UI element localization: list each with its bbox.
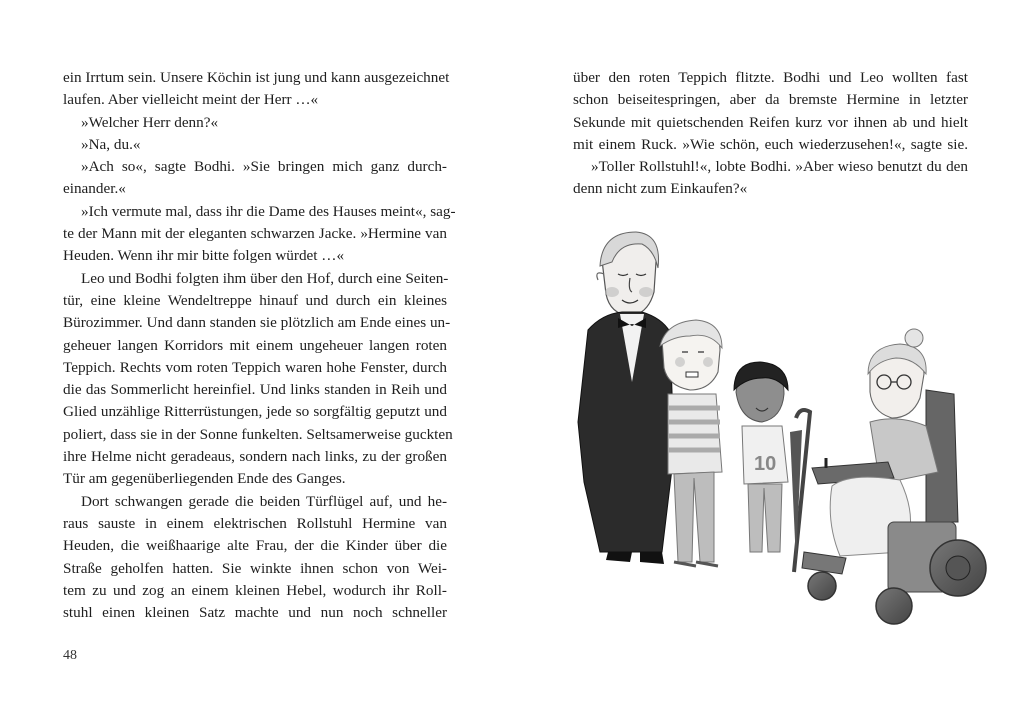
text-line: laufen. Aber vielleicht meint der Herr …« [63, 91, 319, 109]
text-line: über den roten Teppich flitzte. Bodhi und Leo wollten fast [573, 69, 968, 86]
illustration-characters [550, 222, 990, 632]
butler-figure [578, 232, 674, 564]
text-line: »Na, du.« [81, 135, 141, 153]
right-page-text [573, 67, 968, 201]
text-line: Dort schwangen gerade die beiden Türflügel auf, und he- [81, 492, 447, 510]
text-line: Straße geholfen hatten. Sie winkte ihnen schon von Wei- [63, 559, 447, 577]
text-line: te der Mann mit der eleganten schwarzen Jacke. »Hermine van [63, 225, 447, 243]
text-line: Teppich. Rechts vom roten Teppich waren hohe Fenster, durch [63, 358, 447, 376]
text-line: Sekunde mit quietschenden Reifen kurz vor ihnen ab und hielt [573, 113, 968, 131]
bodhi-figure [734, 362, 810, 572]
leo-figure [660, 320, 722, 566]
text-line: denn nicht zum Einkaufen?« [573, 180, 748, 198]
text-line: »Toller Rollstuhl!«, lobte Bodhi. »Aber wieso benutzt du den [591, 158, 968, 176]
text-line: geheuer langen Korridors mit einem ungeheuer langen roten [63, 336, 447, 354]
text-line: Heuden. Wenn ihr mir bitte folgen würdet …« [63, 247, 345, 265]
text-line: schon beiseitespringen, aber da bremste Hermine in letzter [573, 91, 968, 109]
text-line: raus sauste in einem elektrischen Rollstuhl Hermine van [63, 514, 447, 532]
hermine-wheelchair-figure [802, 329, 986, 624]
text-line: poliert, dass sie in der Sonne funkelten. Seltsamerweise guckten [63, 425, 453, 443]
text-line: ein Irrtum sein. Unsere Köchin ist jung und kann ausgezeichnet [63, 69, 450, 86]
text-line: Glied unzählige Ritterrüstungen, jede so sorgfältig geputzt und [63, 403, 447, 421]
text-line: Heuden, die weißhaarige alte Frau, der die Kinder über die [63, 537, 447, 555]
text-line: stuhl einen kleinen Satz machte und nun noch schneller [63, 604, 447, 622]
text-line: einander.« [63, 180, 126, 198]
left-page-text [63, 67, 456, 624]
text-line: Bürozimmer. Und dann standen sie plötzlich am Ende eines un- [63, 314, 451, 332]
text-line: »Welcher Herr denn?« [81, 113, 219, 131]
text-line: mit einem Ruck. »Wie schön, euch wiederzusehen!«, sagte sie. [573, 135, 968, 153]
text-line: die das Sommerlicht hereinfiel. Und links standen in Reih und [63, 381, 447, 399]
text-line: Tür am gegenüberliegenden Ende des Ganges. [63, 470, 346, 488]
text-line: ihre Helme nicht geradeaus, sondern nach links, zu der großen [63, 448, 447, 466]
shirt-number-10: 10 [754, 453, 777, 475]
text-line: »Ich vermute mal, dass ihr die Dame des Hauses meint«, sag- [81, 202, 456, 220]
text-line: »Ach so«, sagte Bodhi. »Sie bringen mich ganz durch- [81, 158, 447, 176]
text-line: Leo und Bodhi folgten ihm über den Hof, durch eine Seiten- [81, 269, 449, 287]
right-page [510, 0, 1020, 720]
page-number: 48 [63, 648, 77, 663]
text-line: tür, eine kleine Wendeltreppe hinauf und durch ein kleines [63, 291, 447, 309]
text-line: tem zu und zog an einem kleinen Hebel, wodurch ihr Roll- [63, 581, 447, 599]
